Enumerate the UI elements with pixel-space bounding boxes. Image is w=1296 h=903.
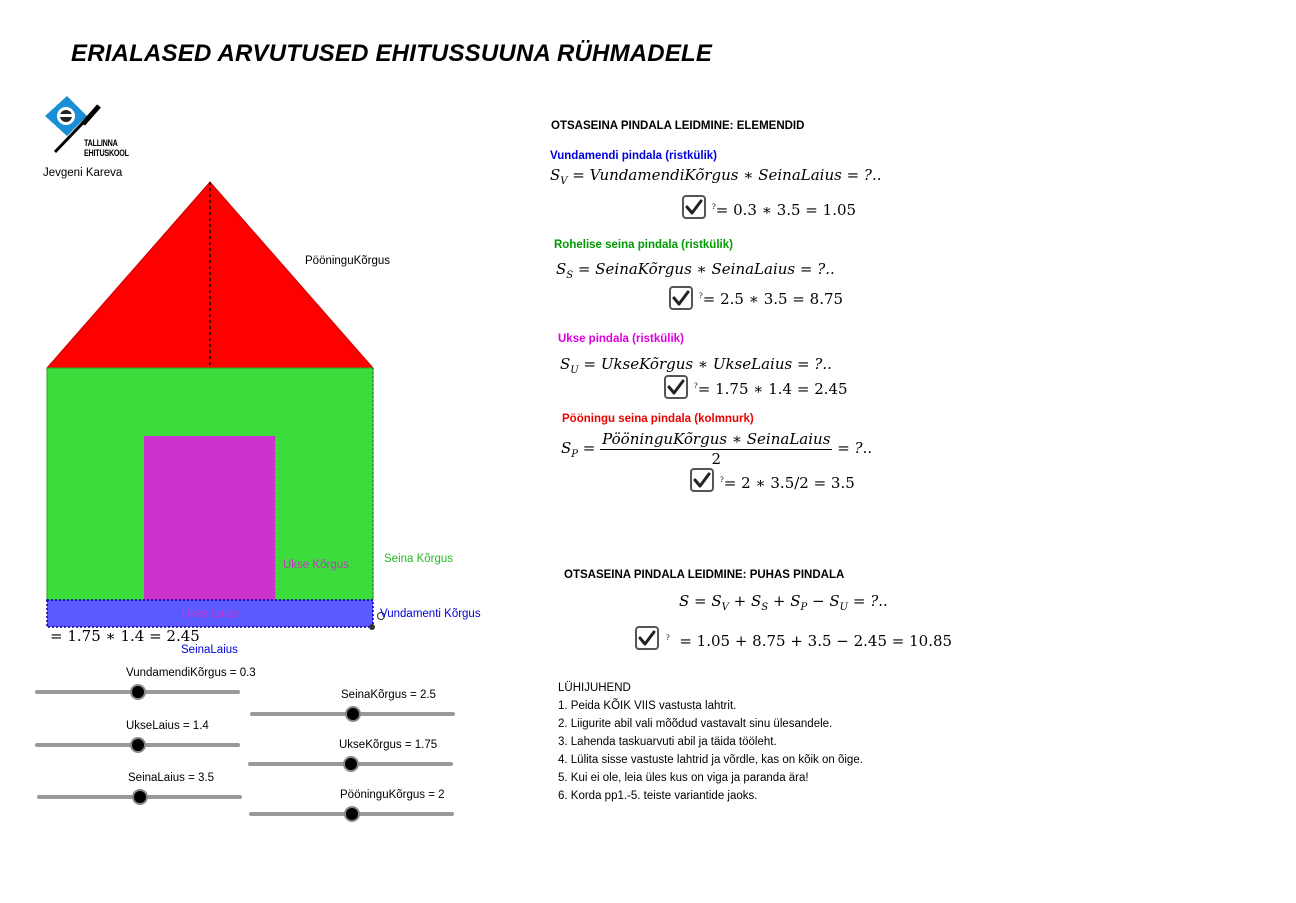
attic-fraction xyxy=(600,430,832,468)
slider-knob-vundamendik-rgus[interactable] xyxy=(130,684,146,700)
net-formula: $S = S_V + S_S + S_P - S_U$ = ?.. xyxy=(679,592,888,613)
house-drawing xyxy=(0,0,520,680)
checkmark-icon xyxy=(693,471,711,489)
elements-heading: OTSASEINA PINDALA LEIDMINE: ELEMENDID xyxy=(551,120,805,132)
guide-item: 5. Kui ei ole, leia üles kus on viga ja paranda ära! xyxy=(558,772,809,784)
guide-item: 1. Peida KÕIK VIIS vastusta lahtrit. xyxy=(558,700,737,712)
foundation-answer: ?= 0.3 ∗ 3.5 = 1.05 xyxy=(712,201,857,219)
attic-formula-lhs: S xyxy=(561,439,572,457)
author-name: Jevgeni Kareva xyxy=(43,167,123,179)
checkmark-icon xyxy=(638,629,656,647)
slider-track-p-ninguk-rgus[interactable] xyxy=(249,812,454,816)
foundation-formula-lhs: S xyxy=(550,166,561,184)
foundation-answer-checkbox[interactable] xyxy=(682,195,706,219)
guide-item: 6. Korda pp1.-5. teiste variantide jaoks. xyxy=(558,790,758,802)
slider-label-seinak-rgus: SeinaKõrgus = 2.5 xyxy=(341,689,436,701)
slider-label-ukselaius: UkseLaius = 1.4 xyxy=(126,720,209,732)
foundation-formula-sub: V xyxy=(560,176,568,187)
checkmark-icon xyxy=(667,378,685,396)
net-heading: OTSASEINA PINDALA LEIDMINE: PUHAS PINDALA xyxy=(564,569,845,581)
wall-answer-checkbox[interactable] xyxy=(669,286,693,310)
attic-answer: ?= 2 ∗ 3.5/2 = 3.5 xyxy=(720,474,855,492)
logo-line2: EHITUSKOOL xyxy=(84,148,129,158)
slider-track-vundamendik-rgus[interactable] xyxy=(35,690,240,694)
wall-answer-text: = 2.5 ∗ 3.5 = 8.75 xyxy=(702,290,844,308)
door-formula-sub: U xyxy=(570,365,579,376)
wall-width-label: SeinaLaius xyxy=(181,644,238,656)
wall-formula-sub: S xyxy=(566,270,574,281)
slider-track-seinak-rgus[interactable] xyxy=(250,712,455,716)
guide xyxy=(558,679,863,805)
page-title: ERIALASED ARVUTUSED EHITUSSUUNA RÜHMADELE xyxy=(71,40,713,67)
slider-knob-seinak-rgus[interactable] xyxy=(345,706,361,722)
foundation-formula-rhs: = VundamendiKõrgus ∗ SeinaLaius = ?.. xyxy=(567,166,882,184)
attic-answer-text: = 2 ∗ 3.5/2 = 3.5 xyxy=(723,474,855,492)
guide-item: 3. Lahenda taskuarvuti abil ja täida tööleht. xyxy=(558,736,777,748)
wall-answer: ?= 2.5 ∗ 3.5 = 8.75 xyxy=(699,290,844,308)
net-answer-text: = 1.05 + 8.75 + 3.5 − 2.45 = 10.85 xyxy=(679,632,953,650)
corner-point[interactable] xyxy=(369,624,375,630)
door-title: Ukse pindala (ristkülik) xyxy=(558,333,684,345)
door-rect xyxy=(144,436,275,600)
attic-formula-sub: P xyxy=(571,449,579,460)
slider-label-vundamendik-rgus: VundamendiKõrgus = 0.3 xyxy=(126,667,256,679)
slider-label-seinalaius: SeinaLaius = 3.5 xyxy=(128,772,214,784)
logo-line1: TALLINNA xyxy=(84,138,118,148)
checkmark-icon xyxy=(672,289,690,307)
attic-formula: $S_P$ = $\frac{\text{PööninguKõrgus ∗ SeinaLaius}}{2}$ = ?.. xyxy=(561,430,873,468)
slider-track-ukselaius[interactable] xyxy=(35,743,240,747)
guide-heading: LÜHIJUHEND xyxy=(558,682,631,694)
foundation-formula xyxy=(550,166,882,187)
foundation-height-label: Vundamenti Kõrgus xyxy=(380,608,481,620)
slider-knob-seinalaius[interactable] xyxy=(132,789,148,805)
guide-list xyxy=(558,697,863,805)
door-formula-lhs: S xyxy=(560,355,571,373)
attic-formula-tail: = ?.. xyxy=(837,439,873,457)
net-answer-checkbox[interactable] xyxy=(635,626,659,650)
guide-item: 2. Liigurite abil vali mõõdud vastavalt sinu ülesandele. xyxy=(558,718,833,730)
door-answer: ?= 1.75 ∗ 1.4 = 2.45 xyxy=(694,380,848,398)
attic-answer-checkbox[interactable] xyxy=(690,468,714,492)
door-height-label: Ukse Kõrgus xyxy=(283,559,349,571)
slider-knob-uksek-rgus[interactable] xyxy=(343,756,359,772)
slider-label-uksek-rgus: UkseKõrgus = 1.75 xyxy=(339,739,438,751)
attic-fraction-den: 2 xyxy=(711,450,722,468)
attic-fraction-num: PööninguKõrgus ∗ SeinaLaius xyxy=(602,430,831,448)
wall-formula-rhs: = SeinaKõrgus ∗ SeinaLaius = ?.. xyxy=(573,260,835,278)
roof-height-label: PööninguKõrgus xyxy=(305,255,391,267)
door-answer-text: = 1.75 ∗ 1.4 = 2.45 xyxy=(697,380,848,398)
slider-track-uksek-rgus[interactable] xyxy=(248,762,453,766)
wall-formula-lhs: S xyxy=(556,260,567,278)
door-formula-rhs: = UkseKõrgus ∗ UkseLaius = ?.. xyxy=(578,355,832,373)
checkmark-icon xyxy=(685,198,703,216)
attic-title: Pööningu seina pindala (kolmnurk) xyxy=(562,413,754,425)
wall-title: Rohelise seina pindala (ristkülik) xyxy=(554,239,733,251)
foundation-title: Vundamendi pindala (ristkülik) xyxy=(550,150,717,162)
door-formula xyxy=(560,355,832,376)
foundation-answer-text: = 0.3 ∗ 3.5 = 1.05 xyxy=(715,201,857,219)
wall-height-label: Seina Kõrgus xyxy=(384,553,454,565)
door-area-overlay: = 1.75 ∗ 1.4 = 2.45 xyxy=(50,627,200,645)
slider-knob-p-ninguk-rgus[interactable] xyxy=(344,806,360,822)
slider-track-seinalaius[interactable] xyxy=(37,795,242,799)
wall-formula xyxy=(556,260,835,281)
door-answer-checkbox[interactable] xyxy=(664,375,688,399)
guide-item: 4. Lülita sisse vastuste lahtrid ja võrdle, kas on kõik on õige. xyxy=(558,754,863,766)
slider-label-p-ninguk-rgus: PööninguKõrgus = 2 xyxy=(340,789,445,801)
net-answer: ? = 1.05 + 8.75 + 3.5 − 2.45 = 10.85 xyxy=(666,632,953,650)
door-width-label: Ukse Laius xyxy=(182,608,239,620)
slider-knob-ukselaius[interactable] xyxy=(130,737,146,753)
